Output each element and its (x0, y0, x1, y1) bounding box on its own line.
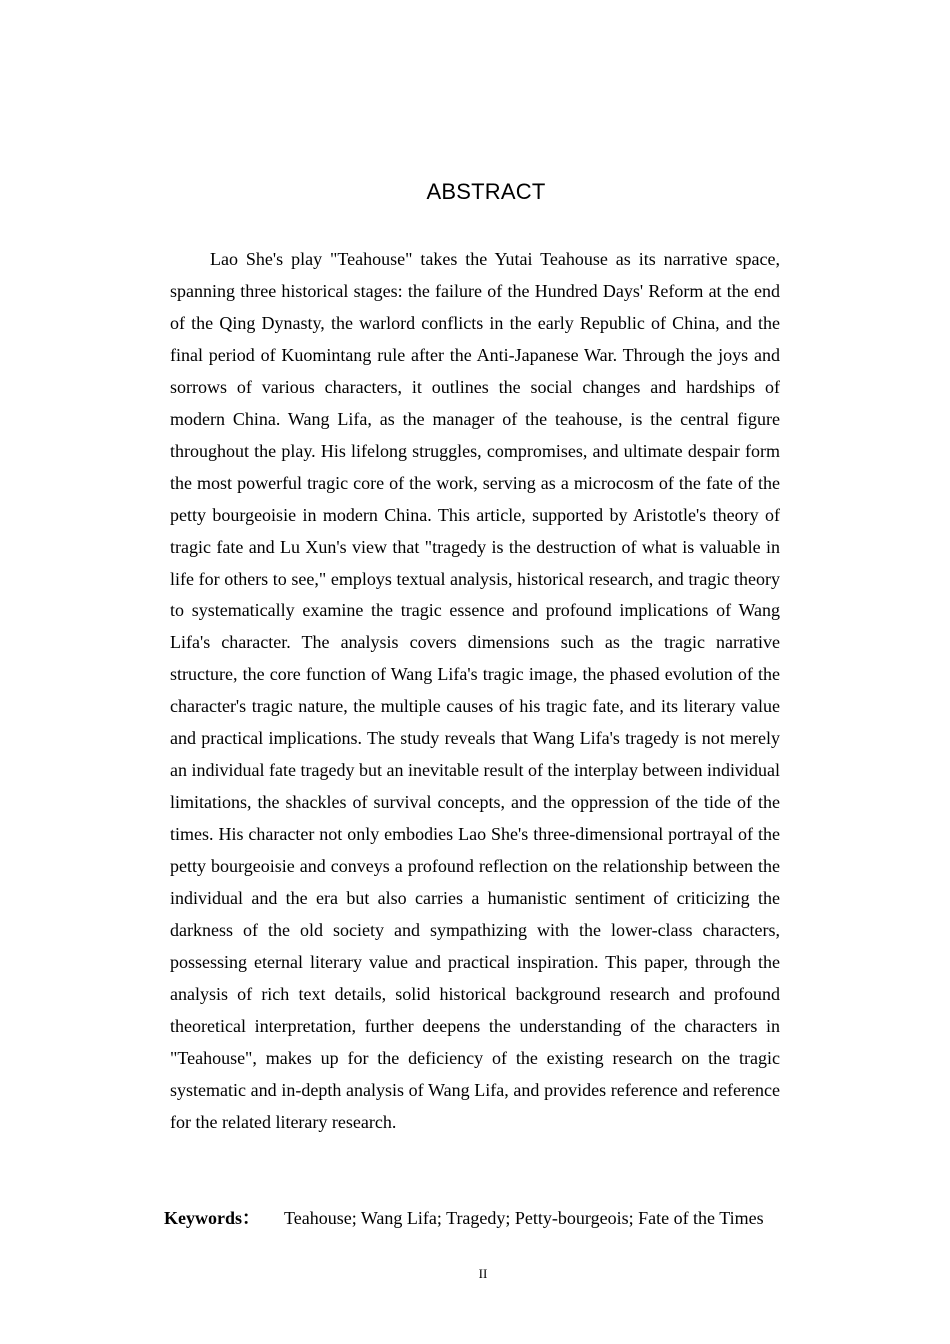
keywords-label: Keywords： (164, 1208, 260, 1228)
page-number: II (478, 1266, 488, 1281)
keywords-value: Teahouse; Wang Lifa; Tragedy; Petty-bourgeois; Fate of the Times (284, 1208, 764, 1228)
abstract-title: ABSTRACT (426, 179, 546, 204)
keywords-line (164, 1204, 804, 1232)
abstract-paragraph: Lao She's play "Teahouse" takes the Yutai Teahouse as its narrative space, spanning three historical stages: the failure of the Hundred Days' Reform at the end of the Qing Dynasty, the warlord conflicts in the early Republic of China, and the final period of Kuomintang rule after the Anti-Japanese War. Through the joys and sorrows of various characters, it outlines the social changes and hardships of modern China. Wang Lifa, as the manager of the teahouse, is the central figure throughout the play. His lifelong struggles, compromises, and ultimate despair form the most powerful tragic core of the work, serving as a microcosm of the fate of the petty bourgeoisie in modern China. This article, supported by Aristotle's theory of tragic fate and Lu Xun's view that "tragedy is the destruction of what is valuable in life for others to see," employs textual analysis, historical research, and tragic theory to systematically examine the tragic essence and profound implications of Wang Lifa's character. The analysis covers dimensions such as the tragic narrative structure, the core function of Wang Lifa's tragic image, the phased evolution of the character's tragic nature, the multiple causes of his tragic fate, and its literary value and practical implications. The study reveals that Wang Lifa's tragedy is not merely an individual fate tragedy but an inevitable result of the interplay between individual limitations, the shackles of survival concepts, and the oppression of the tide of the times. His character not only embodies Lao She's three-dimensional portrayal of the petty bourgeoisie and conveys a profound reflection on the relationship between the individual and the era but also carries a humanistic sentiment of criticizing the darkness of the old society and sympathizing with the lower-class characters, possessing eternal literary value and practical inspiration. This paper, through the analysis of rich text details, solid historical background research and profound theoretical interpretation, further deepens the understanding of the characters in "Teahouse", makes up for the deficiency of the existing research on the tragic systematic and in-depth analysis of Wang Lifa, and provides reference and reference for the related literary research. (170, 249, 780, 1132)
